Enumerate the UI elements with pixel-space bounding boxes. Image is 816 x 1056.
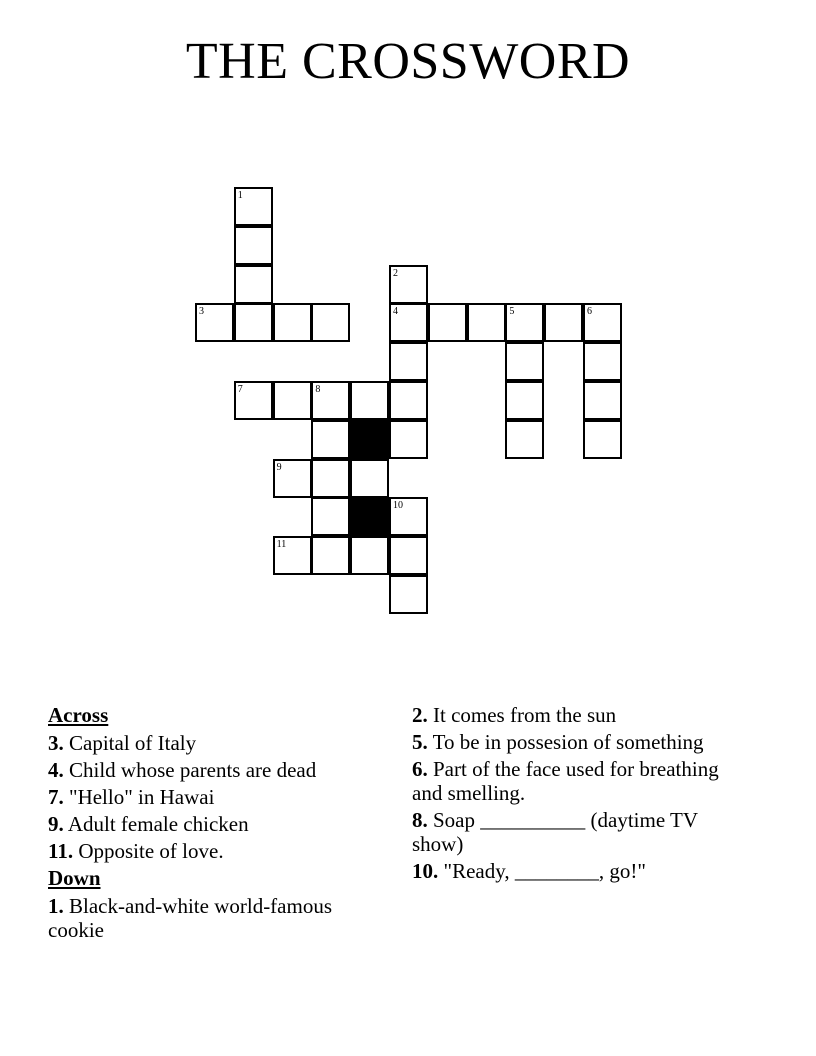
clues-left-column: [48, 703, 378, 945]
clue-number-label: 6: [587, 306, 592, 318]
clue-number-label: 11: [276, 539, 287, 551]
clue-number: 8.: [412, 808, 428, 832]
grid-cell[interactable]: [273, 303, 312, 342]
grid-cell[interactable]: [583, 303, 622, 342]
clue-number-label: 2: [393, 267, 398, 279]
clue-item: [48, 812, 378, 836]
clue-number-label: 1: [237, 190, 243, 201]
clue-text: "Ready, ________, go!": [443, 859, 646, 883]
black-square: [350, 420, 389, 459]
clue-item: [412, 757, 732, 805]
grid-cell[interactable]: [389, 536, 428, 575]
grid-cell[interactable]: [505, 303, 544, 342]
clue-number: 2.: [412, 703, 428, 727]
grid-cell[interactable]: [273, 381, 312, 420]
clue-item: [48, 758, 378, 782]
grid-cell[interactable]: [583, 381, 622, 420]
clue-number: 1.: [48, 894, 64, 918]
grid-cell[interactable]: [311, 536, 350, 575]
clue-number: 10.: [412, 859, 439, 883]
clue-number-label: 4: [393, 306, 398, 318]
grid-cell[interactable]: [311, 381, 350, 420]
grid-cell[interactable]: [389, 342, 428, 381]
grid-cell[interactable]: [389, 497, 428, 536]
clue-number: 11.: [48, 839, 74, 863]
clue-text: Opposite of love.: [78, 839, 224, 863]
clue-number: 4.: [48, 758, 64, 782]
grid-cell[interactable]: [311, 497, 350, 536]
clue-number: 9.: [48, 812, 64, 836]
clue-item: [48, 785, 378, 809]
grid-cell[interactable]: [234, 226, 273, 265]
clue-text: It comes from the sun: [433, 703, 617, 727]
clue-number-label: 5: [509, 306, 515, 318]
clue-text: Adult female chicken: [67, 812, 249, 836]
clue-item: [48, 839, 378, 863]
clue-number: 3.: [48, 731, 64, 755]
grid-cell[interactable]: [273, 536, 312, 575]
clue-number-label: 8: [315, 384, 321, 395]
grid-cell[interactable]: [311, 459, 350, 498]
grid-cell[interactable]: [389, 575, 428, 614]
grid-cell[interactable]: [389, 303, 428, 342]
grid-cell[interactable]: [350, 536, 389, 575]
clue-number: 5.: [412, 730, 428, 754]
clue-number-label: 10: [393, 500, 403, 512]
clue-item: [412, 730, 732, 754]
grid-cell[interactable]: [234, 265, 273, 304]
grid-cell[interactable]: [234, 187, 273, 226]
clue-number: 6.: [412, 757, 428, 781]
grid-cell[interactable]: [544, 303, 583, 342]
down-clue-list-left: [48, 894, 378, 942]
grid-cell[interactable]: [389, 265, 428, 304]
grid-cell[interactable]: [311, 303, 350, 342]
clues-right-column: [412, 703, 732, 886]
clue-text: Black-and-white world-famous cookie: [48, 894, 333, 942]
grid-cell[interactable]: [505, 420, 544, 459]
grid-cell[interactable]: [350, 459, 389, 498]
grid-cell[interactable]: [234, 303, 273, 342]
down-clue-list-right: [412, 703, 732, 883]
clue-text: Part of the face used for breathing and smelling.: [412, 757, 719, 805]
grid-cell[interactable]: [389, 381, 428, 420]
clue-text: Capital of Italy: [69, 731, 197, 755]
clue-number: 7.: [48, 785, 64, 809]
grid-cell[interactable]: [428, 303, 467, 342]
clue-item: [412, 703, 732, 727]
across-clue-list: [48, 731, 378, 863]
across-heading: Across: [48, 703, 109, 727]
clue-text: Child whose parents are dead: [69, 758, 317, 782]
clue-item: [48, 731, 378, 755]
clue-item: [412, 859, 732, 883]
grid-cell[interactable]: [505, 342, 544, 381]
clue-text: "Hello" in Hawai: [69, 785, 215, 809]
clue-item: [412, 808, 732, 856]
grid-cell[interactable]: [311, 420, 350, 459]
down-heading: Down: [48, 866, 101, 890]
clue-item: [48, 894, 378, 942]
grid-cell[interactable]: [350, 381, 389, 420]
grid-cell[interactable]: [389, 420, 428, 459]
clue-number-label: 3: [199, 306, 204, 318]
grid-cell[interactable]: [195, 303, 234, 342]
grid-cell[interactable]: [583, 420, 622, 459]
clue-number-label: 9: [276, 461, 282, 473]
page-title: THE CROSSWORD: [185, 33, 631, 90]
clue-text: Soap __________ (daytime TV show): [412, 808, 698, 856]
grid-cell[interactable]: [505, 381, 544, 420]
grid-cell[interactable]: [467, 303, 506, 342]
clue-number-label: 7: [237, 384, 243, 395]
clue-text: To be in possesion of something: [432, 730, 704, 754]
grid-cell[interactable]: [273, 459, 312, 498]
black-square: [350, 497, 389, 536]
grid-cell[interactable]: [234, 381, 273, 420]
grid-cell[interactable]: [583, 342, 622, 381]
